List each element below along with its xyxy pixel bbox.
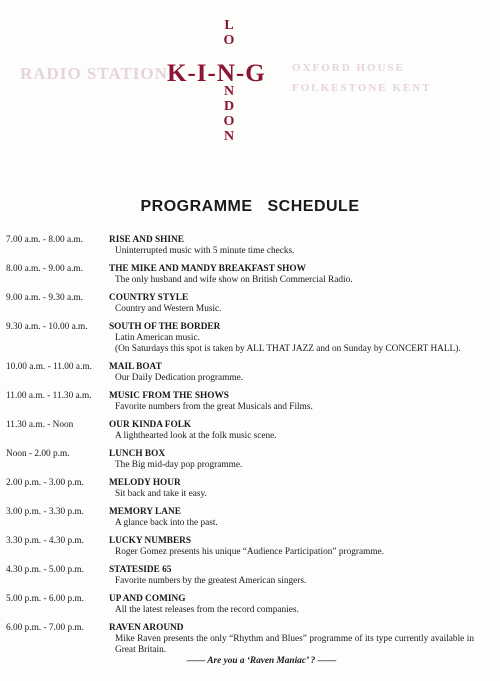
show-description: Country and Western Music.	[115, 304, 222, 314]
time-slot: 11.30 a.m. - Noon	[6, 420, 74, 430]
schedule-entry	[0, 594, 500, 616]
london-letter: D	[223, 99, 235, 114]
london-letter: N	[223, 84, 235, 99]
show-description: Favorite numbers by the greatest American singers.	[115, 576, 307, 586]
show-name: RISE AND SHINE	[109, 235, 184, 245]
show-name: COUNTRY STYLE	[109, 293, 189, 303]
show-name: MEMORY LANE	[109, 507, 181, 517]
schedule-entry	[0, 420, 500, 442]
show-description-note: (On Saturdays this spot is taken by ALL THAT JAZZ and on Sunday by CONCERT HALL).	[115, 344, 461, 354]
logo-king: K-I-N-G	[167, 60, 266, 87]
show-description: The Big mid-day pop programme.	[115, 460, 243, 470]
schedule-entry	[0, 235, 500, 257]
schedule-entry	[0, 293, 500, 315]
london-letter: N	[223, 129, 235, 144]
schedule-entry	[0, 264, 500, 286]
time-slot: 10.00 a.m. - 11.00 a.m.	[6, 362, 92, 372]
show-name: MELODY HOUR	[109, 478, 181, 488]
schedule-entry	[0, 478, 500, 500]
show-name: THE MIKE AND MANDY BREAKFAST SHOW	[109, 264, 306, 274]
london-letter: O	[223, 33, 235, 48]
show-name: UP AND COMING	[109, 594, 186, 604]
show-description: A glance back into the past.	[115, 518, 218, 528]
time-slot: 3.30 p.m. - 4.30 p.m.	[6, 536, 84, 546]
page-title: PROGRAMME SCHEDULE	[140, 198, 360, 215]
time-slot: 6.00 p.m. - 7.00 p.m.	[6, 623, 84, 633]
show-description: Sit back and take it easy.	[115, 489, 207, 499]
schedule-entry	[0, 322, 500, 355]
show-description: Favorite numbers from the great Musicals and Films.	[115, 402, 313, 412]
show-name: LUCKY NUMBERS	[109, 536, 192, 546]
show-description: All the latest releases from the record companies.	[115, 605, 299, 615]
show-name: MAIL BOAT	[109, 362, 162, 372]
show-name: LUNCH BOX	[109, 449, 166, 459]
show-description: The only husband and wife show on British Commercial Radio.	[115, 275, 353, 285]
time-slot: 9.30 a.m. - 10.00 a.m.	[6, 322, 88, 332]
station-logo	[0, 0, 500, 150]
time-slot: 8.00 a.m. - 9.00 a.m.	[6, 264, 83, 274]
schedule-entry	[0, 536, 500, 558]
schedule-entry	[0, 565, 500, 587]
faded-address-line-2: FOLKESTONE KENT	[292, 82, 432, 94]
show-name: MUSIC FROM THE SHOWS	[109, 391, 229, 401]
logo-london-vertical	[223, 18, 235, 144]
show-description: Roger Gomez presents his unique “Audience Participation” programme.	[115, 547, 385, 557]
schedule-entry	[0, 623, 500, 667]
faded-station-name: RADIO STATION	[20, 64, 168, 83]
london-letter: O	[223, 114, 235, 129]
time-slot: 7.00 a.m. - 8.00 a.m.	[6, 235, 83, 245]
show-name: OUR KINDA FOLK	[109, 420, 192, 430]
tagline: —— Are you a ‘Raven Maniac’ ? ——	[186, 656, 337, 666]
time-slot: 5.00 p.m. - 6.00 p.m.	[6, 594, 84, 604]
london-letter: L	[224, 18, 234, 33]
show-name: STATESIDE 65	[109, 565, 172, 575]
show-description: Latin American music.	[115, 333, 200, 343]
time-slot: 2.00 p.m. - 3.00 p.m.	[6, 478, 84, 488]
time-slot: Noon - 2.00 p.m.	[6, 449, 70, 459]
show-description: Our Daily Dedication programme.	[115, 373, 244, 383]
show-description: Uninterrupted music with 5 minute time checks.	[115, 246, 295, 256]
time-slot: 11.00 a.m. - 11.30 a.m.	[6, 391, 92, 401]
show-name: RAVEN AROUND	[109, 623, 184, 633]
schedule-entry	[0, 362, 500, 384]
schedule-entry	[0, 391, 500, 413]
programme-schedule	[0, 235, 500, 667]
faded-address-line-1: OXFORD HOUSE	[292, 62, 405, 74]
time-slot: 4.30 p.m. - 5.00 p.m.	[6, 565, 84, 575]
show-description: A lighthearted look at the folk music scene.	[115, 431, 277, 441]
show-description: Mike Raven presents the only “Rhythm and Blues” programme of its type currently available in Great Britain.	[115, 634, 474, 655]
schedule-entry	[0, 507, 500, 529]
show-name: SOUTH OF THE BORDER	[109, 322, 221, 332]
schedule-entry	[0, 449, 500, 471]
time-slot: 3.00 p.m. - 3.30 p.m.	[6, 507, 84, 517]
time-slot: 9.00 a.m. - 9.30 a.m.	[6, 293, 83, 303]
